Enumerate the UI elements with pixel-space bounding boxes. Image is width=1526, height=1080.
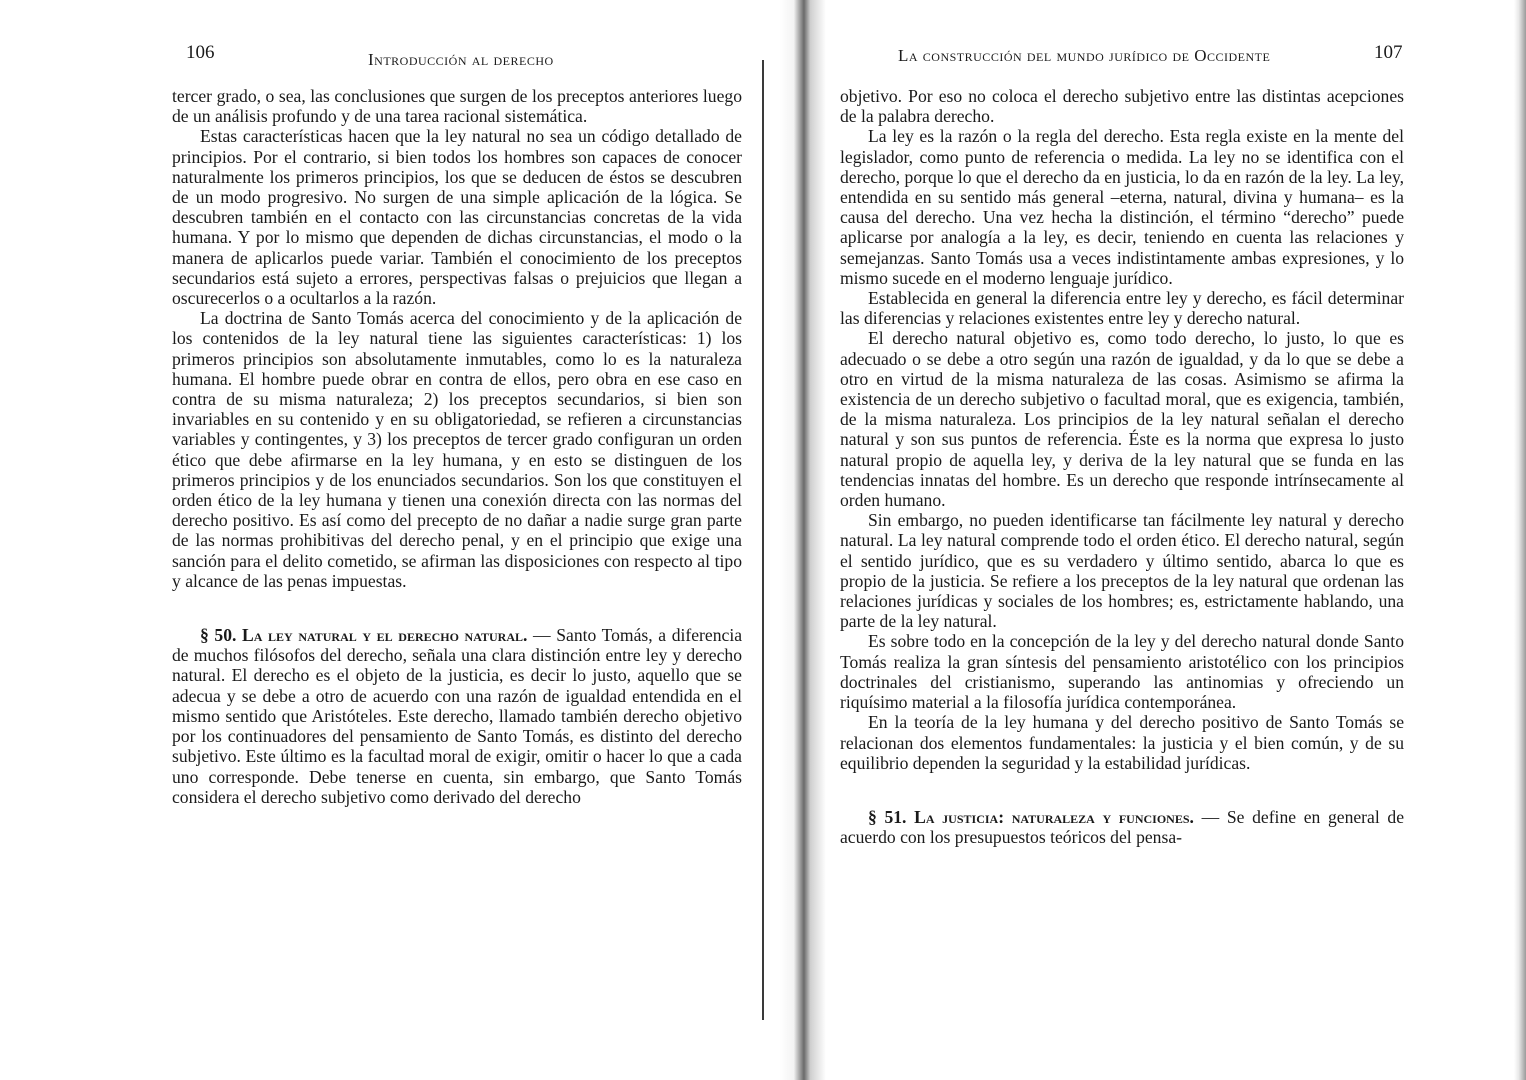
page-edge-line xyxy=(762,60,764,1020)
running-head-left: Introducción al derecho xyxy=(368,50,554,69)
section-51 xyxy=(840,807,1404,847)
paragraph: La doctrina de Santo Tomás acerca del conocimiento y de la aplicación de los contenidos de la ley natural tiene las siguientes características: 1) los primeros principios son absolutamente inmutables, como lo es la naturaleza humana. El hombre puede obrar en contra de ellos, pero obra en ese caso en contra de su misma naturaleza; 2) los preceptos secundarios, si bien son invariables en su contenido y en su obligatoriedad, se refieren a circunstancias variables y contingentes, y 3) los preceptos de tercer grado configuran un orden ético que debe afirmarse en la ley humana, y en esto se distinguen de los primeros principios y de los enunciados secundarios. Son los que constituyen el orden ético de la ley humana y tienen una conexión directa con las normas del derecho positivo. Es así como del precepto de no dañar a nadie surge gran parte de las normas prohibitivas del derecho penal, y en el principio que exige una sanción para el delito cometido, se afirman las disposiciones con respecto al tipo y alcance de las penas impuestas. xyxy=(172,308,742,591)
section-title: La justicia: naturaleza y funciones. xyxy=(914,806,1194,827)
right-body-text xyxy=(840,86,1404,847)
section-title: La ley natural y el derecho natural. xyxy=(242,625,528,646)
page-number-left: 106 xyxy=(186,42,215,63)
section-body: — Se define en general de acuerdo con los presupuestos teóricos del pensa- xyxy=(840,806,1405,848)
section-50 xyxy=(172,625,742,807)
paragraph: objetivo. Por eso no coloca el derecho subjetivo entre las distintas acepciones de la palabra derecho. xyxy=(840,86,1404,127)
paragraph: El derecho natural objetivo es, como todo derecho, lo justo, lo que es adecuado o se debe a otro según una razón de igualdad, y da lo que se debe a otro en virtud de la misma naturaleza de las cosas. Asimismo se afirma la existencia de un derecho subjetivo o facultad moral, que es exigencia, también, de la misma naturaleza. Los principios de la ley natural señalan el derecho natural y son sus puntos de referencia. Éste es la norma que expresa lo justo natural propio de aquella ley, y deriva de la ley natural que se funda en las tendencias innatas del hombre. Es un derecho que responde intrínsecamente al orden humano. xyxy=(840,328,1404,511)
section-number: § 50. xyxy=(200,625,237,646)
right-page xyxy=(800,0,1526,1080)
running-head-right: La construcción del mundo jurídico de Occidente xyxy=(898,46,1271,65)
paragraph: Estas características hacen que la ley natural no sea un código detallado de principios. Por el contrario, si bien todos los hombres son capaces de conocer naturalmente los primeros principios, los que se deducen de éstos se descubren de un modo progresivo. No surgen de una simple aplicación de la lógica. Se descubren también en el contacto con las circunstancias concretas de la vida humana. Y por lo mismo que dependen de dichas circunstancias, el modo o la manera de aplicarlos puede variar. También el conocimiento de los preceptos secundarios está sujeto a errores, perspectivas falsas o prejuicios que llegan a oscurecerlos o a ocultarlos a la razón. xyxy=(172,126,742,309)
page-number-right: 107 xyxy=(1374,42,1403,63)
left-body-text xyxy=(172,86,742,807)
page-edge-shadow xyxy=(1514,0,1526,1080)
paragraph: Establecida en general la diferencia entre ley y derecho, es fácil determinar las diferencias y relaciones existentes entre ley y derecho natural. xyxy=(840,288,1404,329)
paragraph: La ley es la razón o la regla del derecho. Esta regla existe en la mente del legislador, como punto de referencia o medida. La ley no se identifica con el derecho, porque lo que el derecho da en justicia, lo da en razón de la ley. La ley, entendida en su sentido más general –eterna, natural, divina y humana– es la causa del derecho. Una vez hecha la distinción, el término “derecho” puede aplicarse por analogía a la ley, es decir, teniendo en cuenta las relaciones y semejanzas. Santo Tomás usa a veces indistintamente ambas expresiones, y lo mismo sucede en el moderno lenguaje jurídico. xyxy=(840,126,1404,288)
paragraph: Es sobre todo en la concepción de la ley y del derecho natural donde Santo Tomás realiza la gran síntesis del pensamiento aristotélico con los principios doctrinales del cristianismo, superando las antinomias y ofreciendo un riquísimo material a la filosofía jurídica contemporánea. xyxy=(840,631,1404,713)
section-number: § 51. xyxy=(868,806,907,827)
paragraph: tercer grado, o sea, las conclusiones que surgen de los preceptos anteriores luego de un análisis profundo y de una tarea racional sistemática. xyxy=(172,86,742,127)
section-body: — Santo Tomás, a diferencia de muchos filósofos del derecho, señala una clara distinción entre ley y derecho natural. El derecho es el objeto de la justicia, es decir lo justo, aquello que se adecua y se debe a otro de acuerdo con una razón de igualdad entendida en el mismo sentido que Aristóteles. Este derecho, llamado también derecho objetivo por los continuadores del pensamiento de Santo Tomás, es distinto del derecho subjetivo. Este último es la facultad moral de exigir, omitir o hacer lo que a cada uno corresponde. Debe tenerse en cuenta, sin embargo, que Santo Tomás considera el derecho subjetivo como derivado del derecho xyxy=(172,625,743,807)
paragraph: Sin embargo, no pueden identificarse tan fácilmente ley natural y derecho natural. La ley natural comprende todo el orden ético. El derecho natural, según el sentido jurídico, que es su verdadero y último sentido, abarca lo que es propio de la justicia. Se refiere a los preceptos de la ley natural que ordenan las relaciones jurídicas y sociales de los hombres; es, estrictamente hablando, una parte de la ley natural. xyxy=(840,510,1404,632)
paragraph: En la teoría de la ley humana y del derecho positivo de Santo Tomás se relacionan dos elementos fundamentales: la justicia y el bien común, y de su equilibrio dependen la seguridad y la estabilidad jurídicas. xyxy=(840,712,1404,773)
